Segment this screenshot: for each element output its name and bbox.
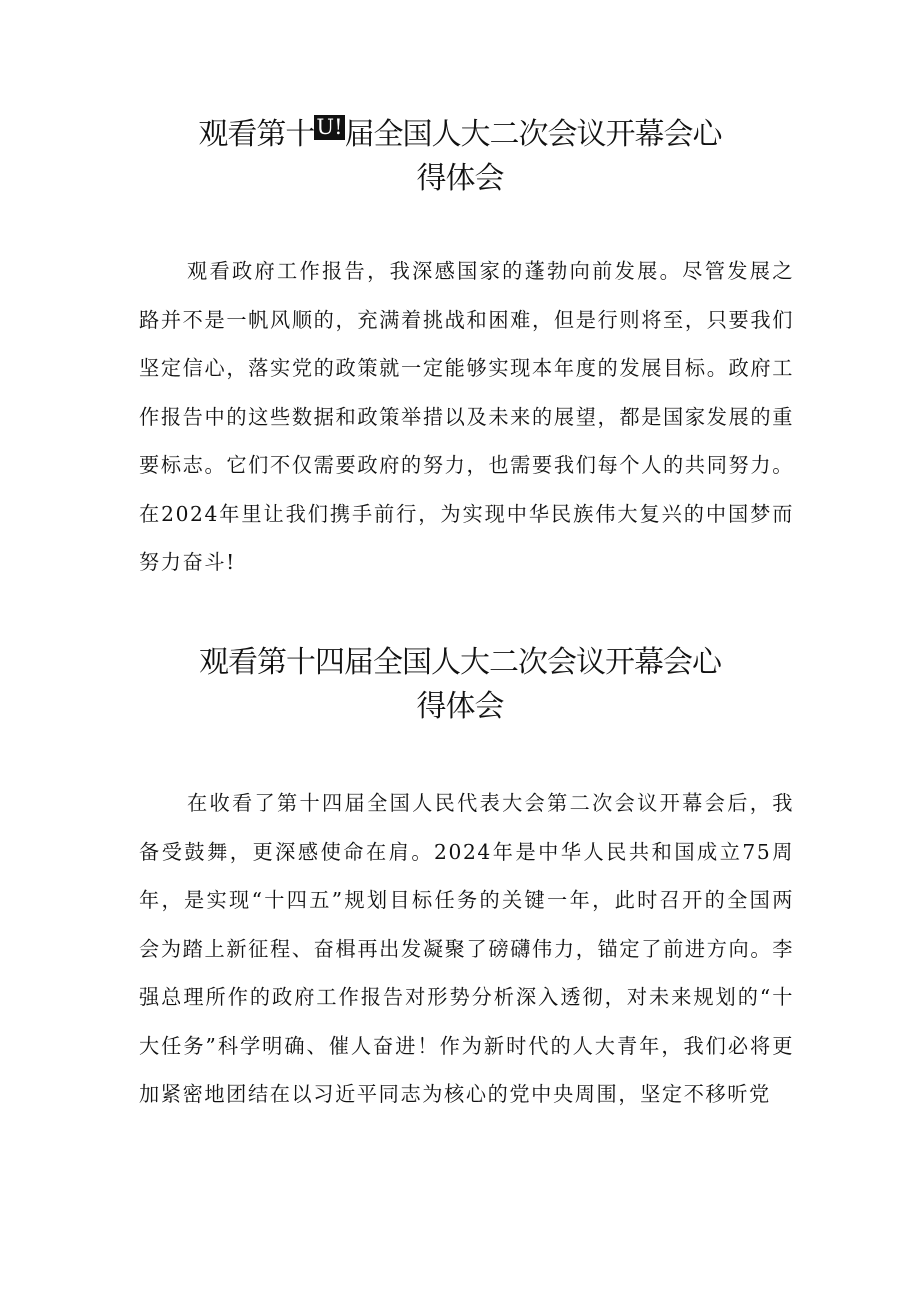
title-text-part-2: 届全国人大二次会议开幕会心 [344, 117, 722, 152]
section-1-title [100, 113, 820, 201]
title-text-part-1: 观看第十 [198, 117, 315, 152]
section-2-title-line-1: 观看第十四届全国人大二次会议开幕会心 [199, 645, 721, 680]
section-1-title-line-1 [100, 113, 820, 157]
section-1-title-line-2: 得体会 [416, 161, 504, 196]
section-2-title [100, 641, 820, 729]
title-glitch-mark: U! [316, 115, 343, 139]
section-2-title-line-2: 得体会 [416, 689, 504, 724]
section-2-paragraph: 在收看了第十四届全国人民代表大会第二次会议开幕会后，我备受鼓舞，更深感使命在肩。2024年是中华人民共和国成立75周年，是实现“十四五”规划目标任务的关键一年，此时召开的全国两会为踏上新征程、奋楫再出发凝聚了磅礴伟力，锚定了前进方向。李强总理所作的政府工作报告对形势分析深入透彻，对未来规划的“十大任务”科学明确、催人奋进！作为新时代的人大青年，我们必将更加紧密地团结在以习近平同志为核心的党中央周围，坚定不移听党 [139, 791, 794, 1106]
section-1-paragraph: 观看政府工作报告，我深感国家的蓬勃向前发展。尽管发展之路并不是一帆风顺的，充满着挑战和困难，但是行则将至，只要我们坚定信心，落实党的政策就一定能够实现本年度的发展目标。政府工作报告中的这些数据和政策举措以及未来的展望，都是国家发展的重要标志。它们不仅需要政府的努力，也需要我们每个人的共同努力。在2024年里让我们携手前行，为实现中华民族伟大复兴的中国梦而努力奋斗! [139, 259, 794, 574]
